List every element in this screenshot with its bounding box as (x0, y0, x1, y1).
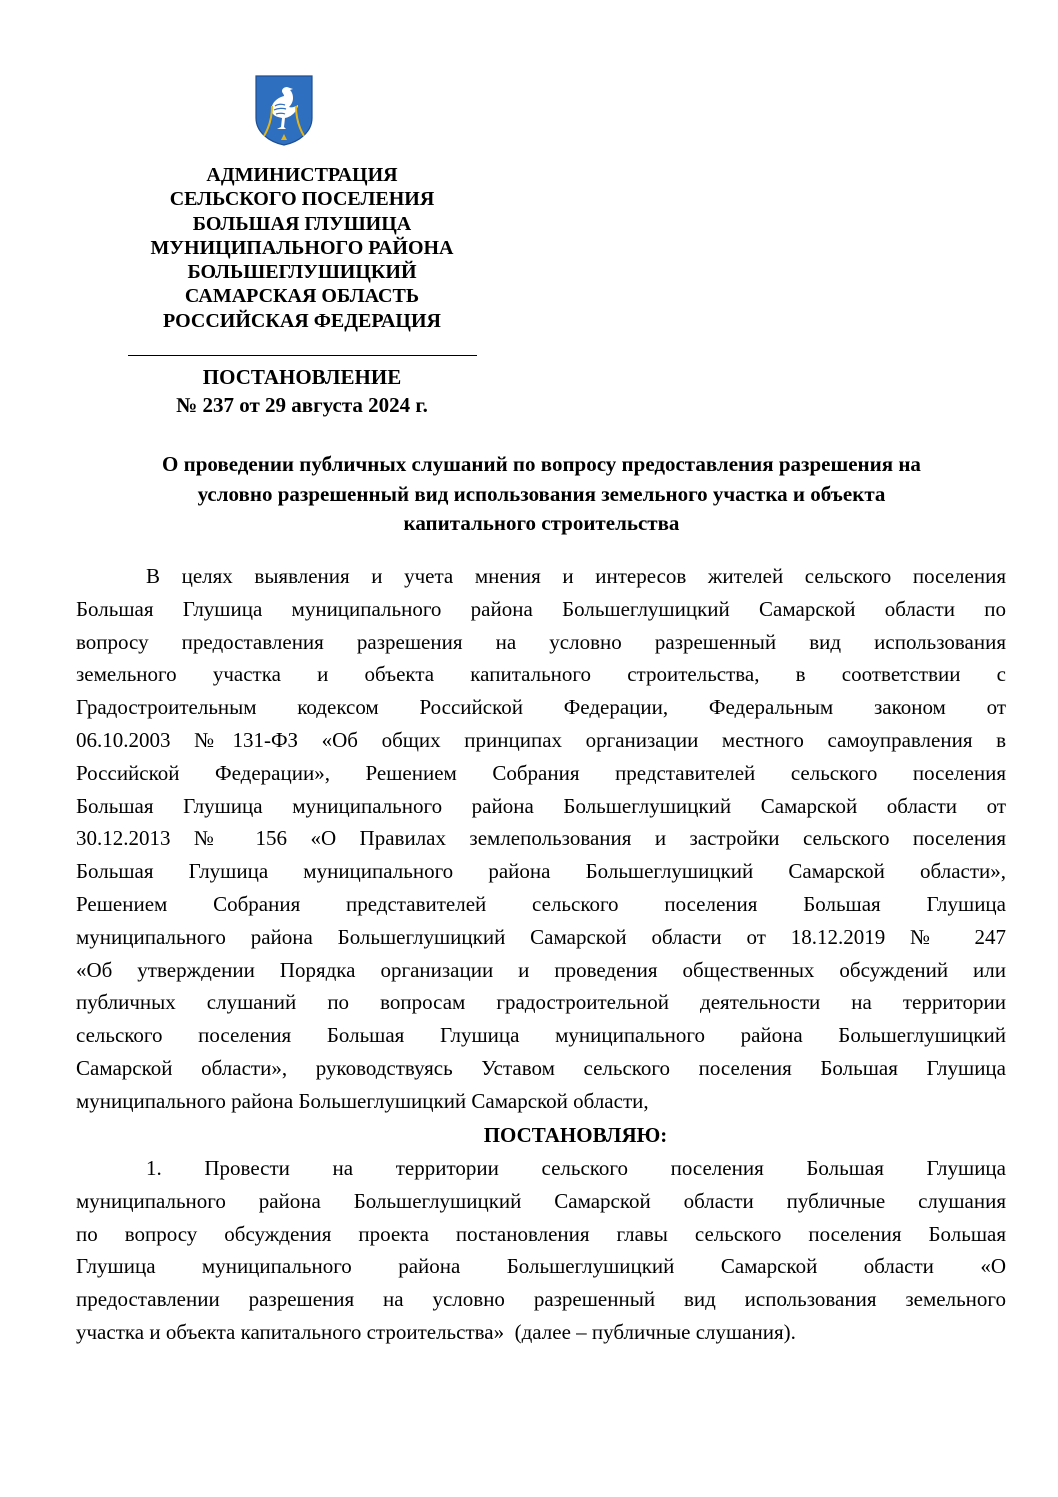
header-line: АДМИНИСТРАЦИЯ (206, 164, 398, 186)
header-divider (128, 355, 477, 356)
item-line: Глушица муниципального района Большеглушицкий Самарской области «О (76, 1254, 1006, 1279)
preamble-line: В целях выявления и учета мнения и интересов жителей сельского поселения (146, 564, 1006, 588)
item-line: муниципального района Большеглушицкий Самарской области публичные слушания (76, 1188, 1006, 1213)
item-1-paragraph (76, 1152, 1006, 1349)
preamble-line: Решением Собрания представителей сельского поселения Большая Глушица (76, 891, 1006, 916)
preamble-line: Самарской области», руководствуясь Уставом сельского поселения Большая Глушица (76, 1055, 1006, 1080)
item-line: предоставлении разрешения на условно разрешенный вид использования земельного (76, 1287, 1006, 1312)
preamble-line: муниципального района Большеглушицкий Самарской области, (76, 1088, 649, 1113)
preamble-line: публичных слушаний по вопросам градостроительной деятельности на территории (76, 990, 1006, 1015)
decree-number-date: № 237 от 29 августа 2024 г. (176, 392, 428, 417)
preamble-line: Большая Глушица муниципального района Большеглушицкий Самарской области по (76, 596, 1006, 621)
item-line: по вопросу обсуждения проекта постановления главы сельского поселения Большая (76, 1221, 1006, 1246)
item-line: 1. Провести на территории сельского поселения Большая Глушица (146, 1156, 1006, 1180)
decree-heading (100, 364, 504, 419)
document-title (78, 450, 1005, 539)
preamble-line: «Об утверждении Порядка организации и проведения общественных обсуждений или (76, 957, 1006, 982)
preamble-line: муниципального района Большеглушицкий Самарской области от 18.12.2019 № 247 (76, 924, 1006, 949)
preamble-line: Градостроительным кодексом Российской Федерации, Федеральным законом от (76, 695, 1006, 720)
preamble-line: 30.12.2013 № 156 «О Правилах землепользования и застройки сельского поселения (76, 826, 1006, 851)
decree-type: ПОСТАНОВЛЕНИЕ (202, 365, 402, 389)
preamble-line: вопросу предоставления разрешения на условно разрешенный вид использования (76, 629, 1006, 654)
title-line: капитального строительства (403, 511, 680, 535)
administration-header (100, 163, 504, 333)
header-line: САМАРСКАЯ ОБЛАСТЬ (184, 285, 420, 308)
header-line: МУНИЦИПАЛЬНОГО РАЙОНА (150, 236, 454, 259)
item-line: участка и объекта капитального строительства» (далее – публичные слушания). (76, 1319, 796, 1344)
preamble-line: земельного участка и объекта капитального строительства, в соответствии с (76, 662, 1006, 687)
header-line: СЕЛЬСКОГО ПОСЕЛЕНИЯ (169, 188, 435, 211)
preamble-line: Российской Федерации», Решением Собрания представителей сельского поселения (76, 760, 1006, 785)
preamble-line: Большая Глушица муниципального района Большеглушицкий Самарской области», (76, 859, 1006, 884)
header-line: БОЛЬШАЯ ГЛУШИЦА (192, 212, 412, 235)
preamble-line: 06.10.2003 №131-ФЗ «Об общих принципах организации местного самоуправления в (76, 727, 1006, 752)
preamble-line: Большая Глушица муниципального района Большеглушицкий Самарской области от (76, 793, 1006, 818)
header-line: РОССИЙСКАЯ ФЕДЕРАЦИЯ (162, 309, 441, 332)
title-line: О проведении публичных слушаний по вопросу предоставления разрешения на (162, 452, 921, 476)
preamble-line: сельского поселения Большая Глушица муниципального района Большеглушицкий (76, 1023, 1006, 1048)
header-line: БОЛЬШЕГЛУШИЦКИЙ (187, 261, 417, 284)
coat-of-arms-emblem (254, 74, 314, 146)
preamble-paragraph (76, 560, 1006, 1118)
resolve-heading: ПОСТАНОВЛЯЮ: (483, 1123, 668, 1147)
title-line: условно разрешенный вид использования земельного участка и объекта (197, 481, 886, 506)
